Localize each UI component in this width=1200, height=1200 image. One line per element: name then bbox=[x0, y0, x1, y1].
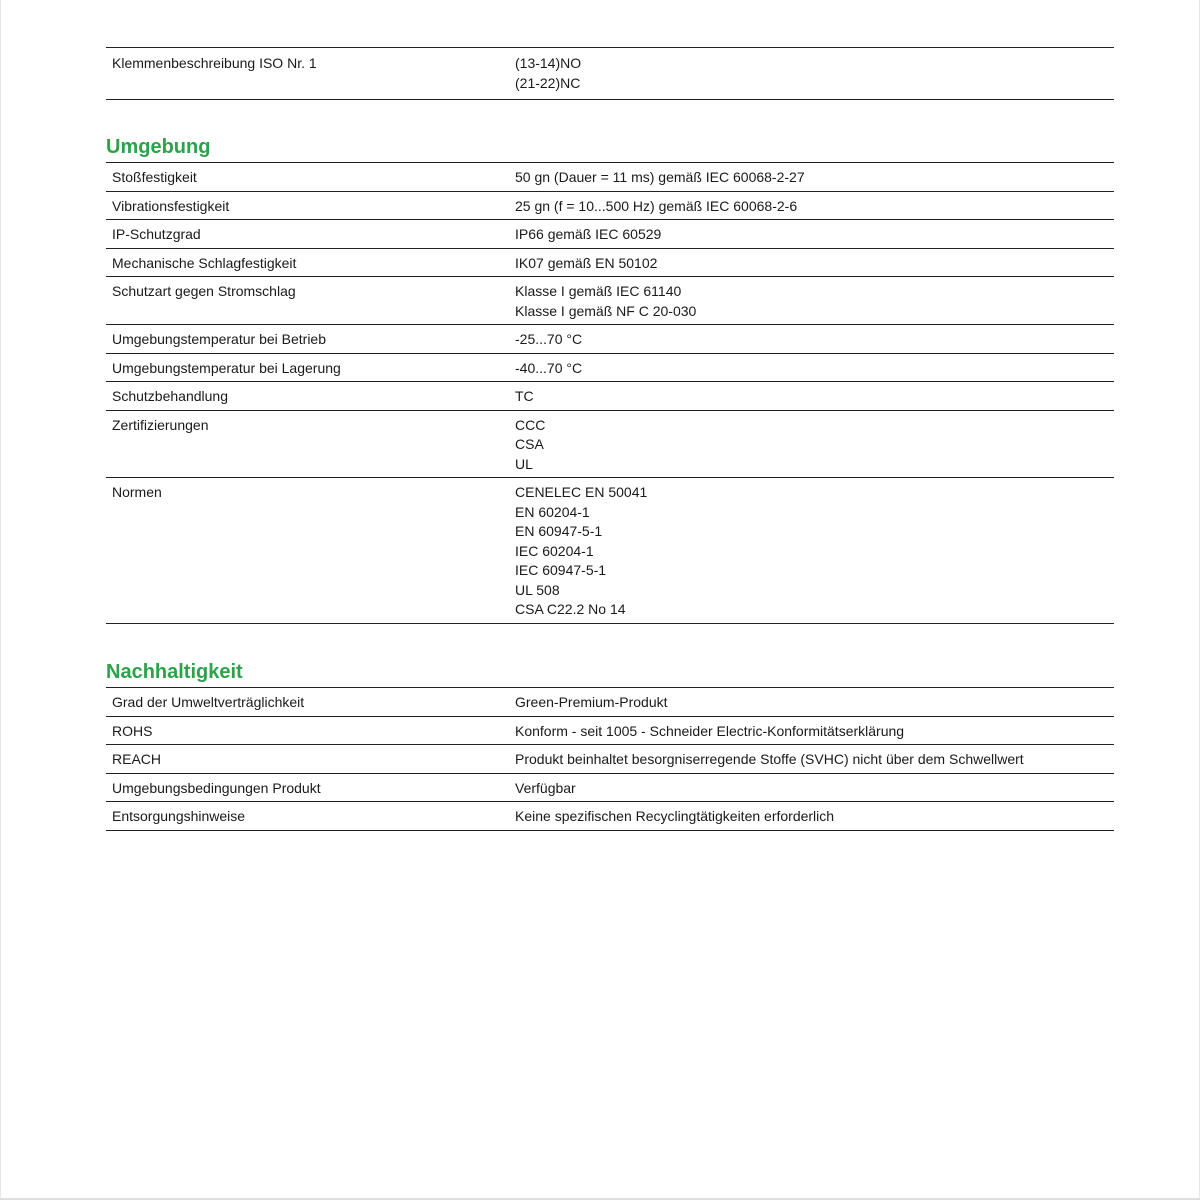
section-heading-nachhaltigkeit: Nachhaltigkeit bbox=[106, 661, 243, 683]
row-label: Schutzbehandlung bbox=[106, 382, 510, 411]
row-value bbox=[510, 745, 1114, 774]
row-value bbox=[510, 191, 1114, 220]
row-label: Entsorgungshinweise bbox=[106, 802, 510, 831]
value-line: Klasse I gemäß IEC 61140 bbox=[515, 283, 682, 299]
row-label: ROHS bbox=[106, 716, 510, 745]
row-value bbox=[510, 382, 1114, 411]
value-line: 50 gn (Dauer = 11 ms) gemäß IEC 60068-2-27 bbox=[515, 169, 805, 185]
value-line: TC bbox=[515, 388, 534, 404]
table-row bbox=[106, 410, 1114, 478]
table-row bbox=[106, 773, 1114, 802]
row-label: Mechanische Schlagfestigkeit bbox=[106, 248, 510, 277]
row-value bbox=[510, 220, 1114, 249]
value-line: CENELEC EN 50041 bbox=[515, 484, 648, 500]
value-line: (13-14)NO bbox=[515, 55, 582, 71]
table-row bbox=[106, 277, 1114, 325]
row-value bbox=[510, 163, 1114, 192]
table-row bbox=[106, 382, 1114, 411]
value-line: IEC 60947-5-1 bbox=[515, 562, 607, 578]
row-label: REACH bbox=[106, 745, 510, 774]
table-row bbox=[106, 478, 1114, 624]
table-row bbox=[106, 353, 1114, 382]
row-value bbox=[510, 277, 1114, 325]
value-line: Green-Premium-Produkt bbox=[515, 694, 668, 710]
row-value bbox=[510, 716, 1114, 745]
value-line: Klasse I gemäß NF C 20-030 bbox=[515, 302, 697, 319]
section-heading-umgebung: Umgebung bbox=[106, 136, 211, 158]
table-row bbox=[106, 48, 1114, 100]
row-value bbox=[510, 48, 1114, 100]
table-row bbox=[106, 248, 1114, 277]
row-value bbox=[510, 353, 1114, 382]
row-label: Umgebungstemperatur bei Lagerung bbox=[106, 353, 510, 382]
row-value bbox=[510, 325, 1114, 354]
row-value bbox=[510, 248, 1114, 277]
row-label: Zertifizierungen bbox=[106, 410, 510, 478]
row-label: Vibrationsfestigkeit bbox=[106, 191, 510, 220]
row-label: Grad der Umweltverträglichkeit bbox=[106, 688, 510, 717]
row-value bbox=[510, 688, 1114, 717]
value-line: UL bbox=[515, 455, 533, 472]
row-label: Klemmenbeschreibung ISO Nr. 1 bbox=[106, 48, 510, 100]
value-line: IK07 gemäß EN 50102 bbox=[515, 254, 658, 271]
table-row bbox=[106, 325, 1114, 354]
row-value bbox=[510, 478, 1114, 624]
row-label: Schutzart gegen Stromschlag bbox=[106, 277, 510, 325]
value-line: (21-22)NC bbox=[515, 74, 581, 91]
value-line: CSA C22.2 No 14 bbox=[515, 601, 626, 617]
row-label: Umgebungsbedingungen Produkt bbox=[106, 773, 510, 802]
value-line: Konform - seit 1005 - Schneider Electric-Konformitätserklärung bbox=[515, 722, 905, 739]
table-row bbox=[106, 191, 1114, 220]
row-value bbox=[510, 802, 1114, 831]
umgebung-table bbox=[106, 162, 1114, 624]
value-line: -40...70 °C bbox=[515, 359, 583, 376]
value-line: Produkt beinhaltet besorgniserregende Stoffe (SVHC) nicht über dem Schwellwert bbox=[515, 751, 1024, 767]
row-label: Stoßfestigkeit bbox=[106, 163, 510, 192]
row-label: IP-Schutzgrad bbox=[106, 220, 510, 249]
row-label: Normen bbox=[106, 478, 510, 624]
table-row bbox=[106, 220, 1114, 249]
value-line: -25...70 °C bbox=[515, 331, 583, 347]
table-row bbox=[106, 802, 1114, 831]
value-line: Keine spezifischen Recyclingtätigkeiten erforderlich bbox=[515, 808, 835, 824]
row-value bbox=[510, 410, 1114, 478]
row-value bbox=[510, 773, 1114, 802]
value-line: IEC 60204-1 bbox=[515, 542, 594, 559]
value-line: Verfügbar bbox=[515, 779, 576, 796]
row-label: Umgebungstemperatur bei Betrieb bbox=[106, 325, 510, 354]
value-line: UL 508 bbox=[515, 581, 560, 598]
terminal-description-table bbox=[106, 47, 1114, 100]
value-line: IP66 gemäß IEC 60529 bbox=[515, 226, 662, 242]
value-line: CSA bbox=[515, 436, 544, 452]
value-line: EN 60204-1 bbox=[515, 503, 590, 520]
table-row bbox=[106, 716, 1114, 745]
table-row bbox=[106, 688, 1114, 717]
value-line: CCC bbox=[515, 416, 546, 433]
table-row bbox=[106, 745, 1114, 774]
nachhaltigkeit-table bbox=[106, 687, 1114, 831]
value-line: EN 60947-5-1 bbox=[515, 523, 603, 539]
table-row bbox=[106, 163, 1114, 192]
value-line: 25 gn (f = 10...500 Hz) gemäß IEC 60068-2-6 bbox=[515, 197, 798, 214]
